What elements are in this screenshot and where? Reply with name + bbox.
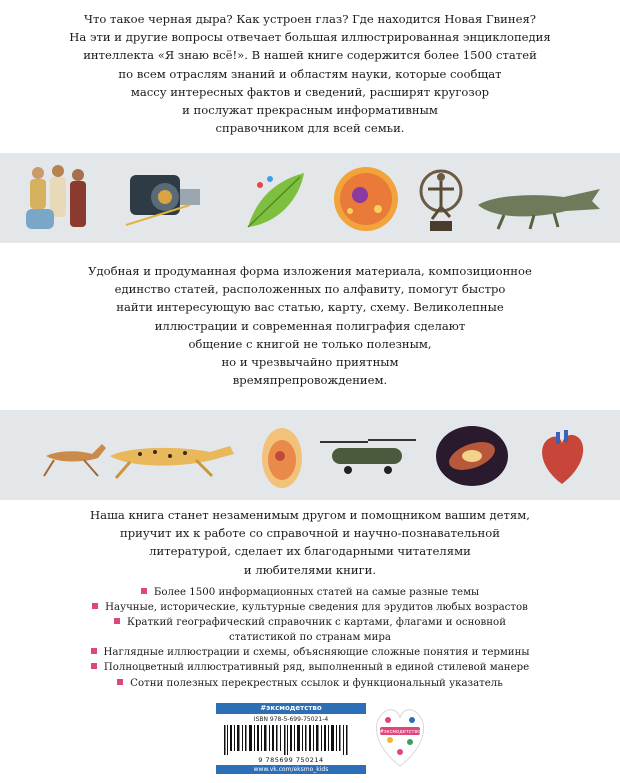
- bullet-icon: [117, 679, 123, 685]
- leaf-illustration: [240, 167, 310, 235]
- hashtag-bar: #эксмодетство: [216, 703, 366, 714]
- cell-illustration: [330, 163, 402, 235]
- barcode-number: 9 785699 750214: [258, 756, 324, 764]
- list-item: Наглядные иллюстрации и схемы, объясняющие сложные понятия и термины: [0, 645, 620, 660]
- list-item: Научные, исторические, культурные сведения для эрудитов любых возрастов: [0, 600, 620, 615]
- heart-illustration: [532, 422, 592, 492]
- middle-line: иллюстрации и современная полиграфия сделают: [154, 318, 466, 333]
- intro-line: и послужат прекрасным информативным: [182, 103, 438, 118]
- barcode-graphic: [224, 725, 358, 755]
- intro-line: справочником для всей семьи.: [215, 121, 405, 136]
- barcode-block: [216, 703, 366, 773]
- vk-link[interactable]: www.vk.com/eksmo_kids: [216, 765, 366, 774]
- galaxy-illustration: [432, 420, 512, 492]
- feature-list: [0, 585, 620, 691]
- list-item-continuation: статистикой по странам мира: [229, 632, 391, 644]
- bullet-icon: [141, 588, 147, 594]
- intro-paragraph: [0, 10, 620, 137]
- intro-line: массу интересных фактов и сведений, расширят кругозор: [130, 84, 490, 99]
- badge-hashtag: #эксмодетство: [379, 729, 421, 735]
- closing-line: литературой, сделает их благодарными читателями: [149, 544, 471, 559]
- statue-illustration: [418, 159, 464, 239]
- middle-paragraph: [0, 262, 620, 389]
- cheetah-illustration: [100, 430, 240, 484]
- isbn-label: ISBN 978-5-699-75021-4: [253, 716, 329, 723]
- list-item: Краткий географический справочник с картами, флагами и основной: [0, 615, 620, 630]
- middle-line: но и чрезвычайно приятным: [221, 355, 399, 370]
- middle-line: Удобная и продуманная форма изложения материала, композиционное: [88, 264, 532, 278]
- closing-line: приучит их к работе со справочной и научно-познавательной: [120, 526, 500, 541]
- middle-line: времяпрепровождением.: [232, 373, 388, 388]
- illustration-band-top: [0, 153, 620, 243]
- intro-line: Что такое черная дыра? Как устроен глаз? Где находится Новая Гвинея?: [84, 12, 536, 26]
- helicopter-illustration: [318, 430, 418, 480]
- list-item: Сотни полезных перекрестных ссылок и функциональный указатель: [0, 676, 620, 691]
- egg-illustration: [258, 422, 306, 492]
- bullet-icon: [92, 603, 98, 609]
- crocodile-illustration: [474, 175, 604, 235]
- middle-line: найти интересующую вас статью, карту, схему. Великолепные: [116, 300, 504, 315]
- illustration-band-bottom: [0, 410, 620, 500]
- bullet-icon: [114, 618, 120, 624]
- intro-line: интеллекта «Я знаю всё!». В нашей книге содержится более 1500 статей: [83, 48, 537, 63]
- camera-illustration: [120, 165, 208, 235]
- closing-line: Наша книга станет незаменимым другом и помощником вашим детям,: [90, 508, 530, 522]
- closing-line: и любителями книги.: [243, 562, 377, 577]
- list-item: Более 1500 информационных статей на самые разные темы: [0, 585, 620, 600]
- middle-line: единство статей, расположенных по алфавиту, помогут быстро: [114, 282, 506, 297]
- heart-badge: [370, 700, 430, 770]
- intro-line: На эти и другие вопросы отвечает большая иллюстрированная энциклопедия: [69, 30, 551, 45]
- intro-line: по всем отраслям знаний и областям науки, которые сообщат: [118, 66, 502, 81]
- list-item: Полноцветный иллюстративный ряд, выполненный в единой стилевой манере: [0, 660, 620, 675]
- middle-line: общение с книгой не только полезным,: [188, 336, 432, 351]
- bullet-icon: [91, 648, 97, 654]
- bullet-icon: [91, 663, 97, 669]
- closing-paragraph: [0, 506, 620, 579]
- people-illustration: [20, 161, 90, 239]
